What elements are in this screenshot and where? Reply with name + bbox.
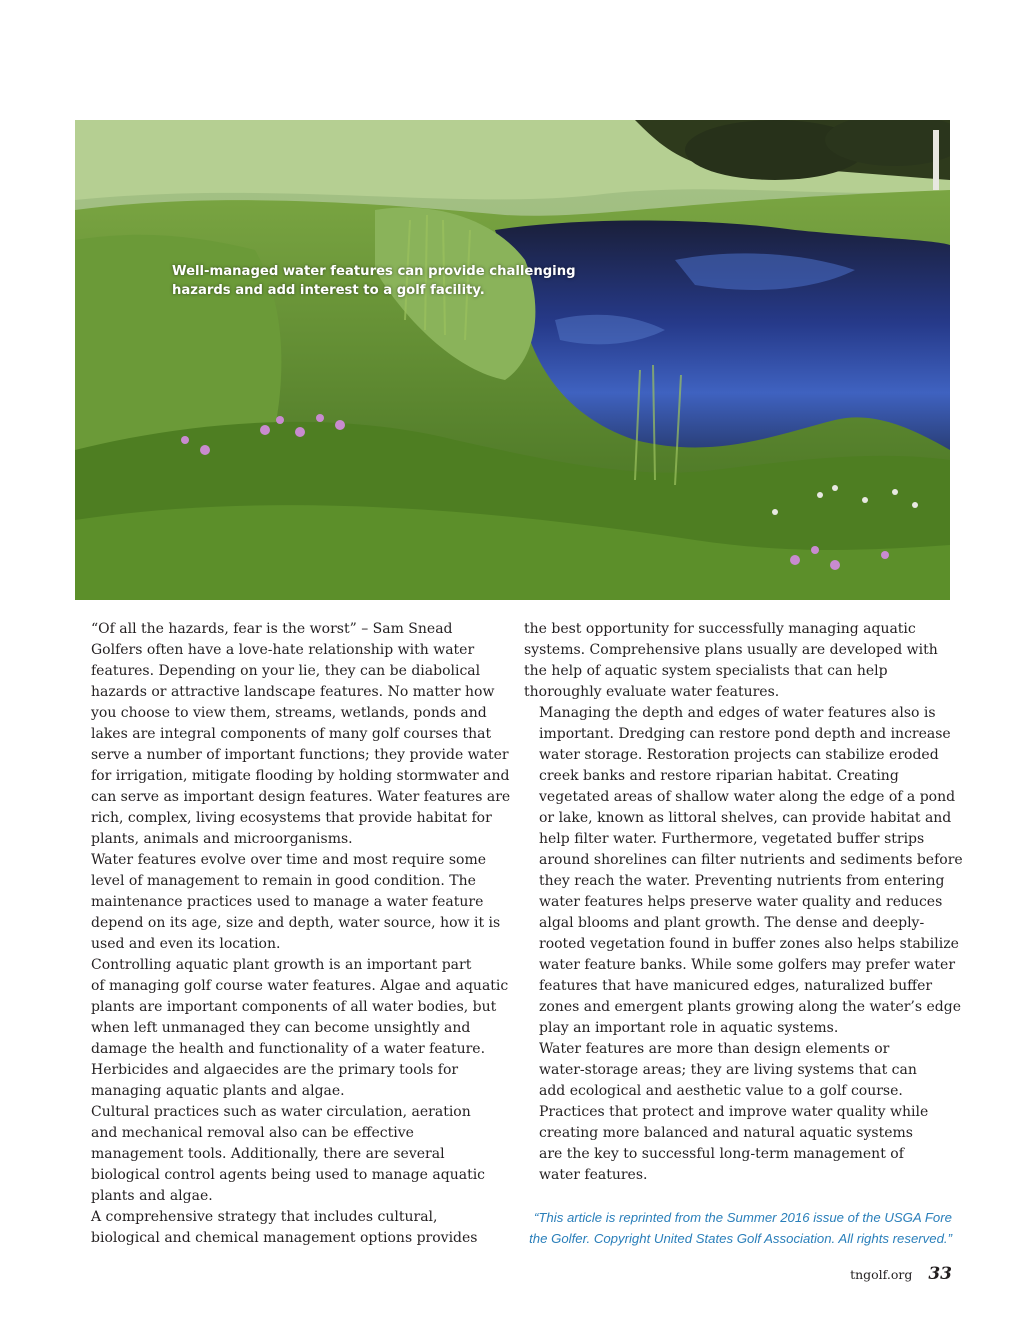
article-line: important. Dredging can restore pond depth and increase	[539, 726, 951, 742]
article-line: water features.	[539, 1167, 648, 1183]
article-line: rich, complex, living ecosystems that provide habitat for	[91, 810, 492, 826]
article-line: Water features are more than design elements or	[539, 1041, 890, 1057]
article-line: vegetated areas of shallow water along the edge of a pond	[539, 789, 956, 805]
page-number: 33	[928, 1264, 952, 1284]
article-paragraph	[524, 1039, 954, 1186]
article-line: you choose to view them, streams, wetlands, ponds and	[91, 705, 487, 721]
photo-caption-line: Well-managed water features can provide challenging	[172, 264, 576, 279]
article-line: water feature banks. While some golfers may prefer water	[539, 957, 956, 973]
article-line: the help of aquatic system specialists that can help	[524, 663, 888, 679]
article-line: around shorelines can filter nutrients and sediments before	[539, 852, 963, 868]
article-line: features. Depending on your lie, they can be diabolical	[91, 663, 481, 679]
article-line: systems. Comprehensive plans usually are developed with	[524, 642, 938, 658]
article-line: “Of all the hazards, fear is the worst” – Sam Snead	[91, 621, 453, 637]
photo-caption	[172, 262, 592, 300]
article-paragraph	[76, 640, 511, 850]
article-line: depend on its age, size and depth, water source, how it is	[91, 915, 501, 931]
article-line: the best opportunity for successfully managing aquatic	[524, 621, 916, 637]
article-line: and mechanical removal also can be effective	[91, 1125, 414, 1141]
pond-photo	[75, 120, 950, 600]
page-footer	[850, 1264, 952, 1284]
article-line: Water features evolve over time and most require some	[91, 852, 487, 868]
article-line: used and even its location.	[91, 936, 281, 952]
article-line: biological control agents being used to manage aquatic	[91, 1167, 486, 1183]
article-line: features that have manicured edges, naturalized buffer	[539, 978, 933, 994]
article-line: or lake, known as littoral shelves, can provide habitat and	[539, 810, 952, 826]
photo-caption-line: hazards and add interest to a golf facility.	[172, 283, 485, 298]
article-paragraph	[76, 850, 508, 955]
article-line: thoroughly evaluate water features.	[524, 684, 780, 700]
reprint-note-line: the Golfer. Copyright United States Golf Association. All rights reserved.”	[529, 1231, 952, 1246]
article-line: Practices that protect and improve water quality while	[539, 1104, 929, 1120]
article-paragraph	[76, 619, 508, 640]
article-line: for irrigation, mitigate flooding by holding stormwater and	[91, 768, 510, 784]
article-line: water storage. Restoration projects can stabilize eroded	[539, 747, 939, 763]
article-line: play an important role in aquatic systems.	[539, 1020, 839, 1036]
article-line: water features helps preserve water quality and reduces	[539, 894, 943, 910]
article-line: serve a number of important functions; they provide water	[91, 747, 509, 763]
article-line: biological and chemical management options provides	[91, 1230, 478, 1246]
article-line: creating more balanced and natural aquatic systems	[539, 1125, 913, 1141]
article-line: water-storage areas; they are living systems that can	[539, 1062, 917, 1078]
article-line: when left unmanaged they can become unsightly and	[91, 1020, 471, 1036]
article-paragraph	[524, 703, 963, 1039]
article-column-right	[524, 619, 963, 1186]
article-line: add ecological and aesthetic value to a golf course.	[539, 1083, 903, 1099]
article-line: Managing the depth and edges of water features also is	[539, 705, 936, 721]
pond-photo-illustration	[75, 120, 950, 600]
article-line: lakes are integral components of many golf courses that	[91, 726, 492, 742]
article-line: managing aquatic plants and algae.	[91, 1083, 345, 1099]
article-line: can serve as important design features. Water features are	[91, 789, 511, 805]
article-line: plants and algae.	[91, 1188, 213, 1204]
article-line: algal blooms and plant growth. The dense and deeply-	[539, 915, 925, 931]
article-paragraph	[76, 1102, 508, 1207]
article-line: they reach the water. Preventing nutrients from entering	[539, 873, 945, 889]
article-line: damage the health and functionality of a water feature.	[91, 1041, 486, 1057]
article-line: plants are important components of all water bodies, but	[91, 999, 497, 1015]
article-line: of managing golf course water features. Algae and aquatic	[91, 978, 509, 994]
article-line: zones and emergent plants growing along the water’s edge	[539, 999, 962, 1015]
article-line: maintenance practices used to manage a water feature	[91, 894, 484, 910]
article-line: level of management to remain in good condition. The	[91, 873, 476, 889]
article-line: creek banks and restore riparian habitat. Creating	[539, 768, 899, 784]
article-paragraph	[76, 955, 508, 1102]
article-line: help filter water. Furthermore, vegetated buffer strips	[539, 831, 925, 847]
reprint-note-line: “This article is reprinted from the Summer 2016 issue of the USGA Fore	[533, 1210, 952, 1225]
article-column-left	[76, 619, 511, 1249]
article-line: Golfers often have a love-hate relationship with water	[91, 642, 475, 658]
article-line: Herbicides and algaecides are the primary tools for	[91, 1062, 459, 1078]
article-line: A comprehensive strategy that includes cultural,	[91, 1209, 438, 1225]
article-line: plants, animals and microorganisms.	[91, 831, 353, 847]
article-line: hazards or attractive landscape features. No matter how	[91, 684, 495, 700]
article-line: are the key to successful long-term management of	[539, 1146, 904, 1162]
article-line: management tools. Additionally, there are several	[91, 1146, 445, 1162]
footer-site: tngolf.org	[850, 1267, 913, 1282]
article-line: Cultural practices such as water circulation, aeration	[91, 1104, 471, 1120]
article-paragraph	[76, 1207, 508, 1249]
article-line: Controlling aquatic plant growth is an important part	[91, 957, 472, 973]
article-paragraph	[524, 619, 954, 703]
article-line: rooted vegetation found in buffer zones also helps stabilize	[539, 936, 959, 952]
reprint-note	[526, 1207, 952, 1249]
